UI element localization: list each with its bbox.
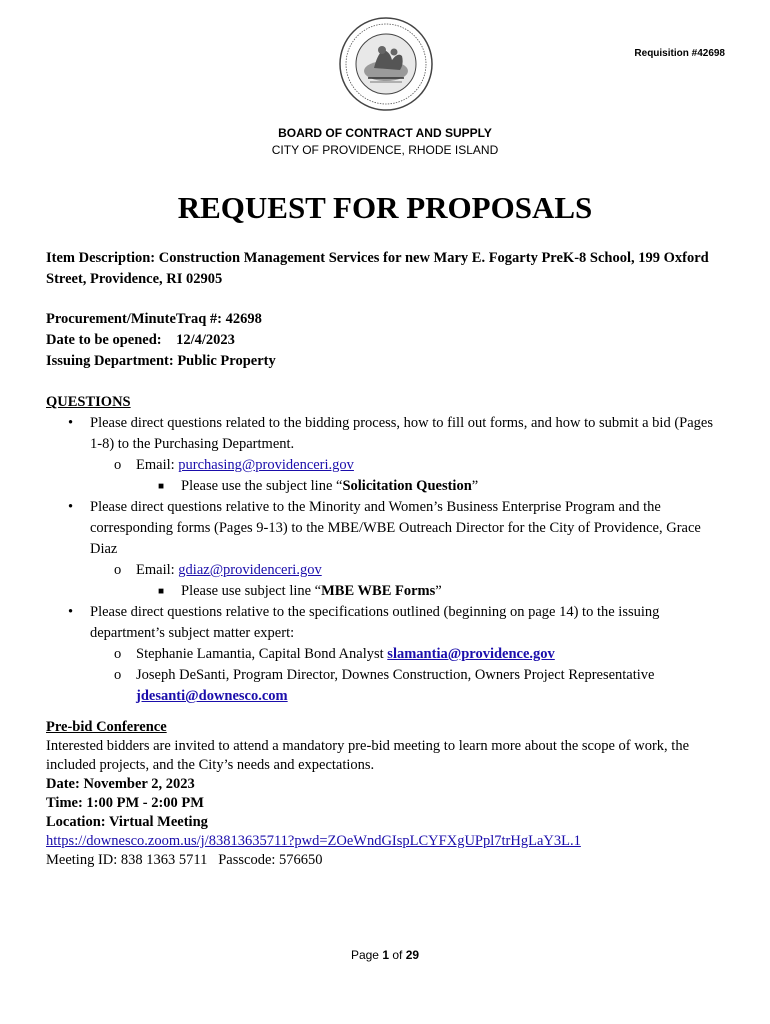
subject-item (46, 476, 726, 497)
square-bullet-icon: ■ (158, 586, 165, 597)
circle-bullet-icon: o (114, 646, 122, 662)
question-item-specifications (46, 602, 726, 644)
page-current: 1 (382, 948, 389, 962)
contact-text: Stephanie Lamantia, Capital Bond Analyst (136, 646, 388, 662)
page-total: 29 (405, 948, 420, 962)
prebid-text: Interested bidders are invited to attend a mandatory pre-bid meeting to learn more about the scope of work, the included projects, and the City’s needs and expectations. (46, 738, 690, 773)
page-number (0, 948, 770, 962)
subject-line: MBE WBE Forms (321, 583, 436, 599)
city-seal-logo (338, 16, 434, 112)
page-of-word: of (389, 948, 406, 962)
question-text: Please direct questions relative to the specifications outlined (beginning on page 14) to the issuing department’s subject matter expert: (90, 604, 660, 641)
prebid-date: Date: November 2, 2023 (46, 776, 195, 792)
email-item (46, 560, 726, 581)
prebid-location: Location: Virtual Meeting (46, 814, 208, 830)
bullet-icon: • (68, 499, 74, 515)
bullet-icon: • (68, 415, 74, 431)
square-bullet-icon: ■ (158, 481, 165, 492)
meeting-credentials: Meeting ID: 838 1363 5711 Passcode: 576650 (46, 852, 323, 868)
requisition-number: Requisition #42698 (634, 48, 725, 59)
subject-post: ” (435, 583, 442, 599)
questions-heading: QUESTIONS (46, 394, 131, 410)
prebid-time: Time: 1:00 PM - 2:00 PM (46, 795, 204, 811)
page-word: Page (350, 948, 383, 962)
purchasing-email-link[interactable]: purchasing@providenceri.gov (178, 457, 354, 473)
email-label: Email: (136, 562, 179, 578)
contact-text: Joseph DeSanti, Program Director, Downes Construction, Owners Project Representative (136, 667, 655, 683)
procurement-meta (46, 309, 276, 372)
subject-pre: Please use subject line “ (181, 583, 322, 599)
open-date-value: 12/4/2023 (176, 332, 235, 348)
gdiaz-email-link[interactable]: gdiaz@providenceri.gov (178, 562, 322, 578)
document-title: REQUEST FOR PROPOSALS (177, 190, 593, 225)
prebid-section (46, 718, 736, 870)
contact-item (46, 665, 726, 707)
board-name: BOARD OF CONTRACT AND SUPPLY (278, 126, 492, 140)
item-description: Item Description: Construction Management Services for new Mary E. Fogarty PreK-8 School, 199 Oxford Street, Providence, RI 02905 (46, 250, 709, 287)
circle-bullet-icon: o (114, 457, 122, 473)
subject-line: Solicitation Question (342, 478, 472, 494)
issuing-department-line (46, 351, 276, 372)
slamantia-email-link[interactable]: slamantia@providence.gov (387, 646, 555, 662)
circle-bullet-icon: o (114, 667, 122, 683)
email-item (46, 455, 726, 476)
city-name: CITY OF PROVIDENCE, RHODE ISLAND (271, 143, 499, 157)
subject-post: ” (471, 478, 479, 494)
issuing-department-label: Issuing Department (46, 353, 169, 369)
prebid-heading: Pre-bid Conference (46, 719, 167, 735)
zoom-meeting-link[interactable]: https://downesco.zoom.us/j/83813635711?pwd=ZOeWndGIspLCYFXgUPpl7trHgLaY3L.1 (46, 833, 581, 849)
email-label: Email: (136, 457, 179, 473)
subject-pre: Please use the subject line “ (181, 478, 343, 494)
question-item-purchasing (46, 413, 726, 455)
procurement-number: Procurement/MinuteTraq #: 42698 (46, 311, 262, 327)
question-item-mbe-wbe (46, 497, 726, 560)
question-text: Please direct questions related to the bidding process, how to fill out forms, and how to submit a bid (Pages 1-8) to the Purchasing Department. (90, 415, 713, 452)
question-text: Please direct questions relative to the Minority and Women’s Business Enterprise Program and the corresponding forms (Pages 9-13) to the MBE/WBE Outreach Director for the City of Providence, Grace Diaz (90, 499, 701, 557)
questions-section (46, 392, 726, 707)
open-date-label: Date to be opened: (46, 332, 162, 348)
jdesanti-email-link[interactable]: jdesanti@downesco.com (136, 688, 288, 704)
issuing-department-value: : Public Property (168, 353, 276, 369)
contact-item (46, 644, 726, 665)
circle-bullet-icon: o (114, 562, 122, 578)
subject-item (46, 581, 726, 602)
bullet-icon: • (68, 604, 74, 620)
open-date-line (46, 330, 276, 351)
